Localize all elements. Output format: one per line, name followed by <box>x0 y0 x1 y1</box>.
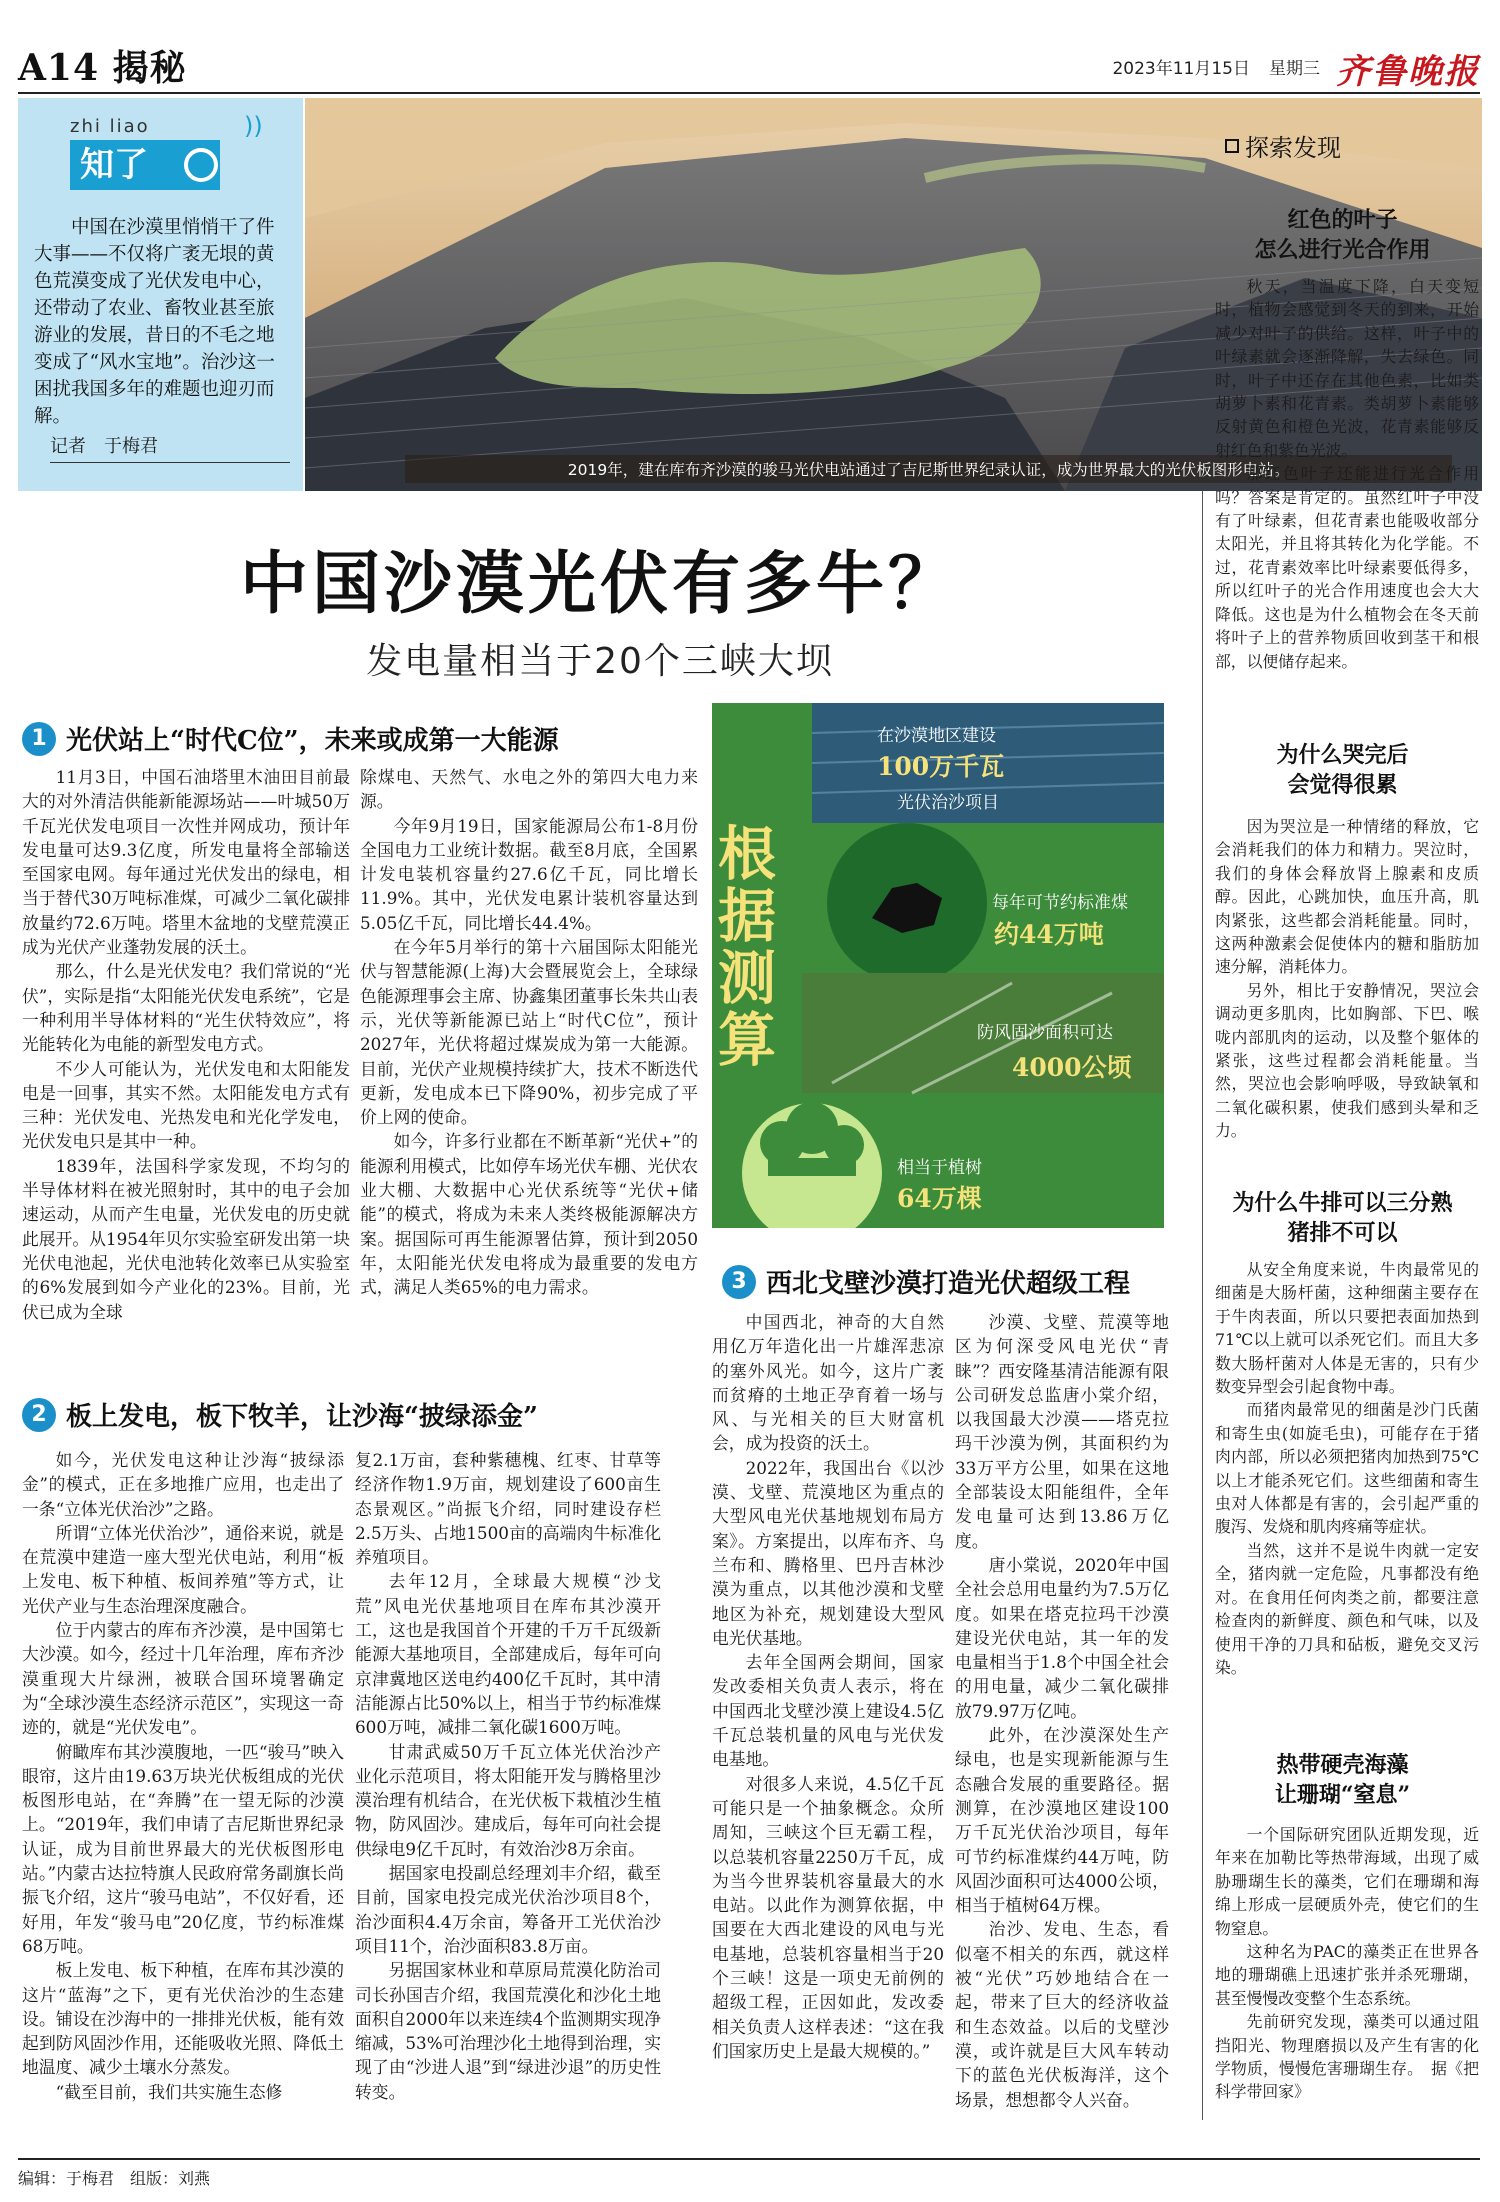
section-2-title: 板上发电，板下牧羊，让沙海“披绿添金” <box>66 1402 538 1432</box>
paragraph: 1839年，法国科学家发现，不均匀的半导体材料在被光照射时，其中的电子会加速运动，从而产生电量，光伏发电的历史就此展开。从1954年贝尔实验室研发出第一块光伏电池起，光伏电池转化效率已从实验室的6%发展到如今产业化的23%。目前，光伏已成为全球 <box>22 1155 350 1322</box>
paragraph: 那么，什么是光伏发电？我们常说的“光伏”，实际是指“太阳能光伏发电系统”，它是一种利用半导体材料的“光生伏特效应”，将光能转化为电能的新型发电方式。 <box>22 961 350 1055</box>
paragraph: 当然，这并不是说牛肉就一定安全，猪肉就一定危险，凡事都没有绝对。在食用任何肉类之前，都要注意检查肉的新鲜度、颜色和气味，以及使用干净的刀具和砧板，避免交叉污染。 <box>1215 1540 1479 1677</box>
paragraph: 俯瞰库布其沙漠腹地，一匹“骏马”映入眼帘，这片由19.63万块光伏板组成的光伏板图形电站，在“奔腾”在一望无际的沙漠上。“2019年，我们申请了吉尼斯世界纪录认证，成为目前世界最大的光伏板图形电站。”内蒙古达拉特旗人民政府常务副旗长尚振飞介绍，这片“骏马电站”，不仅好看，还好用，年发“骏马电”20亿度，节约标准煤68万吨。 <box>22 1741 344 1956</box>
zhiliao-logo <box>34 112 287 204</box>
section-3-heading <box>722 1263 1130 1300</box>
paragraph: 此外，在沙漠深处生产绿电，也是实现新能源与生态融合发展的重要路径。据测算，在沙漠地区建设100万千瓦光伏治沙项目，每年可节约标准煤约44万吨，防风固沙面积可达4000公顷，相当于植树64万棵。 <box>955 1725 1169 1916</box>
paragraph: 唐小棠说，2020年中国全社会总用电量约为7.5万亿度。如果在塔克拉玛干沙漠建设光伏电站，其一年的发电量相当于1.8个中国全社会的用电量，减少二氧化碳排放79.97万亿吨。 <box>955 1554 1169 1721</box>
info-item-2-value: 约44万吨 <box>994 920 1104 949</box>
section-1-col-1 <box>22 765 350 1324</box>
paragraph: 秋天，当温度下降，白天变短时，植物会感觉到冬天的到来，开始减少对叶子的供给。这样，叶子中的叶绿素就会逐渐降解，失去绿色。同时，叶子中还存在其他色素，比如类胡萝卜素和花青素。类胡萝卜素能够反射黄色和橙色光波，花青素能够反射红色和紫色光波。 <box>1215 277 1479 460</box>
headline-block <box>60 530 1140 684</box>
paragraph: 另据国家林业和草原局荒漠化防治司司长孙国吉介绍，我国荒漠化和沙化土地面积自2000年以来连续4个监测期实现净缩减，53%可治理沙化土地得到治理，实现了由“沙进人退”到“绿进沙退”的历史性转变。 <box>355 1960 661 2102</box>
sidebar-title <box>1225 128 1341 163</box>
paragraph: 一个国际研究团队近期发现，近年来在加勒比等热带海域，出现了威胁珊瑚生长的藻类，它们在珊瑚和海绵上形成一层硬质外壳，使它们的生物窒息。 <box>1215 1825 1479 1938</box>
sub-headline: 发电量相当于20个三峡大坝 <box>366 641 834 682</box>
paragraph: 甘肃武威50万千瓦立体光伏治沙产业化示范项目，将太阳能开发与腾格里沙漠治理有机结合，在光伏板下栽植沙生植物，防风固沙。建成后，每年可向社会提供绿电9亿千瓦时，有效治沙8万余亩。 <box>355 1741 661 1859</box>
paragraph: “截至目前，我们共实施生态修 <box>55 2081 283 2102</box>
photo-caption: 2019年，建在库布齐沙漠的骏马光伏电站通过了吉尼斯世界纪录认证，成为世界最大的光伏板图形电站。 <box>405 455 1452 483</box>
sidebar-item-1-body <box>1215 275 1479 673</box>
editor-credit: 编辑：于梅君 组版：刘燕 <box>18 2169 211 2188</box>
paragraph: 板上发电、板下种植，在库布其沙漠的这片“蓝海”之下，更有光伏治沙的生态建设。铺设在沙海中的一排排光伏板，能有效起到防风固沙作用，还能吸收光照、降低土地温度、减少土壤水分蒸发。 <box>22 1960 344 2078</box>
header-divider <box>18 92 1480 94</box>
paragraph: 位于内蒙古的库布齐沙漠，是中国第七大沙漠。如今，经过十几年治理，库布齐沙漠重现大片绿洲，被联合国环境署确定为“全球沙漠生态经济示范区”，实现这一奇迹的，就是“光伏发电”。 <box>22 1620 344 1738</box>
footer-divider <box>18 2158 1480 2160</box>
section-2-col-2 <box>355 1448 661 2104</box>
signal-icon: )) <box>244 112 263 140</box>
info-item-1-sub: 光伏治沙项目 <box>897 793 999 813</box>
infographic <box>712 703 1164 1228</box>
section-2-col-1 <box>22 1448 344 2104</box>
paragraph: 除煤电、天然气、水电之外的第四大电力来源。 <box>360 767 698 812</box>
logo-pinyin: zhi liao <box>70 116 150 137</box>
section-2-heading <box>22 1396 538 1433</box>
section-3-number: 3 <box>722 1265 756 1299</box>
page-number: A14 揭秘 <box>18 47 187 89</box>
info-item-3-value: 4000公顷 <box>1012 1053 1132 1082</box>
issue-weekday: 星期三 <box>1269 59 1320 79</box>
paragraph: 而猪肉最常见的细菌是沙门氏菌和寄生虫(如旋毛虫)，可能存在于猪肉内部，所以必须把猪肉加热到75℃以上才能杀死它们。这些细菌和寄生虫对人体都是有害的，会引起严重的腹泻、发烧和肌肉疼痛等症状。 <box>1215 1400 1479 1537</box>
infographic-big-text: 根据测算 <box>718 820 777 1074</box>
section-2-number: 2 <box>22 1398 56 1432</box>
paragraph: 因为哭泣是一种情绪的释放，它会消耗我们的体力和精力。哭泣时，我们的身体会释放肾上腺素和皮质醇。因此，心跳加快，血压升高，肌肉紧张，这些都会消耗能量。同时，这两种激素会促使体内的糖和脂肪加速分解，消耗体力。 <box>1215 817 1479 977</box>
sidebar-item-2-body <box>1215 815 1479 1143</box>
sidebar-item-1-title: 红色的叶子 怎么进行光合作用 <box>1254 207 1431 263</box>
info-item-4-label: 相当于植树 <box>897 1158 982 1178</box>
paragraph: 如今，许多行业都在不断革新“光伏+”的能源利用模式，比如停车场光伏车棚、光伏农业大棚、大数据中心光伏系统等“光伏+储能”的模式，将成为未来人类终极能源解决方案。据国际可再生能源署估算，预计到2050年，太阳能光伏发电将成为最重要的发电方式，满足人类65%的电力需求。 <box>360 1131 698 1298</box>
paragraph: 对很多人来说，4.5亿千瓦可能只是一个抽象概念。众所周知，三峡这个巨无霸工程，以总装机容量2250万千瓦，成为当今世界装机容量最大的水电站。以此作为测算依据，中国要在大西北建设的风电与光电基地，总装机容量相当于20个三峡！这是一项史无前例的超级工程，正因如此，发改委相关负责人这样表述：“这在我们国家历史上是最大规模的。” <box>712 1773 944 2061</box>
paragraph: 治沙、发电、生态，看似毫不相关的东西，就这样被“光伏”巧妙地结合在一起，带来了巨大的经济收益和生态效益。以后的戈壁沙漠，或许就是巨大风车转动下的蓝色光伏板海洋，这个场景，想想都令人兴奋。 <box>955 1919 1169 2110</box>
paragraph: 那红色叶子还能进行光合作用吗？答案是肯定的。虽然红叶子中没有了叶绿素，但花青素也能吸收部分太阳光，并且将其转化为化学能。不过，花青素效率比叶绿素要低得多，所以红叶子的光合作用速度也会大大降低。这也是为什么植物会在冬天前将叶子上的营养物质回收到茎干和根部，以便储存起来。 <box>1215 464 1479 671</box>
intro-box <box>18 98 303 491</box>
info-item-3-label: 防风固沙面积可达 <box>977 1023 1113 1043</box>
issue-date: 2023年11月15日 <box>1112 59 1250 79</box>
paragraph: 不少人可能认为，光伏发电和太阳能发电是一回事，其实不然。太阳能发电方式有三种：光伏发电、光热发电和光化学发电，光伏发电只是其中一种。 <box>22 1058 350 1152</box>
square-icon <box>1225 139 1239 153</box>
sidebar-item-4-body <box>1215 1823 1479 2104</box>
newspaper-brand: 齐鲁晚报 <box>1336 52 1480 92</box>
paragraph: 另外，相比于安静情况，哭泣会调动更多肌肉，比如胸部、下巴、喉咙内部肌肉的运动，以及整个躯体的紧张，这些过程都会消耗能量。当然，哭泣也会影响呼吸，导致缺氧和二氧化碳积累，使我们感到头晕和乏力。 <box>1215 980 1479 1141</box>
paragraph: 11月3日，中国石油塔里木油田目前最大的对外清洁供能新能源场站——叶城50万千瓦光伏发电项目一次性并网成功，预计年发电量可达9.3亿度，所发电量将全部输送至国家电网。每年通过光伏发出的绿电，相当于替代30万吨标准煤，可减少二氧化碳排放量约72.6万吨。塔里木盆地的戈壁荒漠正成为光伏产业蓬勃发展的沃土。 <box>22 767 350 958</box>
paragraph: 复2.1万亩，套种紫穗槐、红枣、甘草等经济作物1.9万亩，规划建设了600亩生态景观区。”尚振飞介绍，同时建设存栏2.5万头、占地1500亩的高端肉牛标准化养殖项目。 <box>355 1450 661 1568</box>
sidebar-item-3-body <box>1215 1258 1479 1679</box>
info-item-1-label: 在沙漠地区建设 <box>877 726 996 746</box>
paragraph: 今年9月19日，国家能源局公布1-8月份全国电力工业统计数据。截至8月底，全国累计发电装机容量约27.6亿千瓦，同比增长11.9%。其中，光伏发电累计装机容量达到5.05亿千瓦，同比增长44.4%。 <box>360 815 698 933</box>
info-item-2-label: 每年可节约标准煤 <box>992 893 1128 913</box>
paragraph: 从安全角度来说，牛肉最常见的细菌是大肠杆菌，这种细菌主要存在于牛肉表面，所以只要把表面加热到71℃以上就可以杀死它们。而且大多数大肠杆菌对人体是无害的，只有少数变异型会引起食物中毒。 <box>1215 1260 1479 1397</box>
paragraph: 在今年5月举行的第十六届国际太阳能光伏与智慧能源(上海)大会暨展览会上，全球绿色能源理事会主席、协鑫集团董事长朱共山表示，光伏等新能源已站上“时代C位”，预计2027年，光伏将超过煤炭成为第一大能源。目前，光伏产业规模持续扩大，技术不断迭代更新，发电成本已下降90%，初步完成了平价上网的使命。 <box>360 937 698 1128</box>
section-1-col-2 <box>360 765 698 1300</box>
paragraph: 如今，光伏发电这种让沙海“披绿添金”的模式，正在多地推广应用，也走出了一条“立体光伏治沙”之路。 <box>22 1450 344 1519</box>
info-item-1-value: 100万千瓦 <box>877 752 1005 781</box>
sidebar-item-2-title: 为什么哭完后 会觉得很累 <box>1276 742 1409 798</box>
paragraph: 据国家电投副总经理刘丰介绍，截至目前，国家电投完成光伏治沙项目8个，治沙面积4.4万余亩，筹备开工光伏治沙项目11个，治沙面积83.8万亩。 <box>355 1863 661 1956</box>
section-3-col-2 <box>955 1310 1169 2112</box>
logo-text: 知了 <box>80 145 148 185</box>
paragraph: 所谓“立体光伏治沙”，通俗来说，就是在荒漠中建造一座大型光伏电站，利用“板上发电、板下种植、板间养殖”等方式，让光伏产业与生态治理深度融合。 <box>22 1522 344 1616</box>
logo-ring-icon <box>184 148 218 182</box>
sidebar-item-3-title: 为什么牛排可以三分熟 猪排不可以 <box>1232 1190 1453 1246</box>
sidebar-item-4-title: 热带硬壳海藻 让珊瑚“窒息” <box>1274 1752 1411 1808</box>
section-3-col-1 <box>712 1310 944 2063</box>
section-3-title: 西北戈壁沙漠打造光伏超级工程 <box>766 1269 1131 1299</box>
paragraph: 沙漠、戈壁、荒漠等地区为何深受风电光伏“青睐”？西安隆基清洁能源有限公司研发总监唐小棠介绍，以我国最大沙漠——塔克拉玛干沙漠为例，其面积约为33万平方公里，如果在这地全部装设太阳能组件，全年发电量可达到13.86万亿度。 <box>955 1312 1169 1551</box>
paragraph: 先前研究发现，藻类可以通过阻挡阳光、物理磨损以及产生有害的化学物质，慢慢危害珊瑚生存。 据《把科学带回家》 <box>1215 2012 1479 2102</box>
paragraph: 2022年，我国出台《以沙漠、戈壁、荒漠地区为重点的大型风电光伏基地规划布局方案》。方案提出，以库布齐、乌兰布和、腾格里、巴丹吉林沙漠为重点，以其他沙漠和戈壁地区为补充，规划建设大型风电光伏基地。 <box>712 1457 944 1648</box>
paragraph: 中国西北，神奇的大自然用亿万年造化出一片雄浑悲凉的塞外风光。如今，这片广袤而贫瘠的土地正孕育着一场与风、与光相关的巨大财富机会，成为投资的沃土。 <box>712 1312 944 1454</box>
main-headline: 中国沙漠光伏有多牛？ <box>239 544 960 624</box>
paragraph: 去年全国两会期间，国家发改委相关负责人表示，将在中国西北戈壁沙漠上建设4.5亿千瓦总装机量的风电与光伏发电基地。 <box>712 1652 944 1770</box>
section-1-title: 光伏站上“时代C位”，未来或成第一大能源 <box>66 726 559 756</box>
reporter-credit: 记者 于梅君 <box>50 432 290 463</box>
paragraph: 去年12月，全球最大规模“沙戈荒”风电光伏基地项目在库布其沙漠开工，这也是我国首个开建的千万千瓦级新能源大基地项目，全部建成后，每年可向京津冀地区送电约400亿千瓦时，其中清洁能源占比50%以上，相当于节约标准煤600万吨，减排二氧化碳1600万吨。 <box>355 1571 661 1738</box>
section-1-heading <box>22 720 559 757</box>
sidebar-title-text: 探索发现 <box>1245 134 1341 162</box>
paragraph: 这种名为PAC的藻类正在世界各地的珊瑚礁上迅速扩张并杀死珊瑚，甚至慢慢改变整个生态系统。 <box>1215 1942 1479 2008</box>
info-item-4-value: 64万棵 <box>897 1184 982 1213</box>
intro-text: 中国在沙漠里悄悄干了件大事——不仅将广袤无垠的黄色荒漠变成了光伏发电中心，还带动了农业、畜牧业甚至旅游业的发展，昔日的不毛之地变成了“风水宝地”。治沙这一困扰我国多年的难题也迎刃而解。 <box>34 217 275 427</box>
page-header <box>18 40 1480 92</box>
section-1-number: 1 <box>22 722 56 756</box>
